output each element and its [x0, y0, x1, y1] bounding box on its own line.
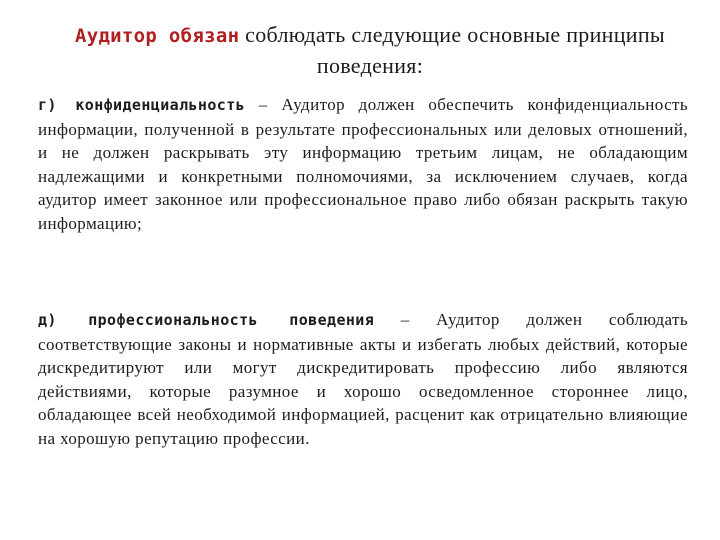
paragraph-professionalism-heading: д) профессиональность поведения [38, 311, 375, 329]
paragraph-confidentiality-heading: г) конфиденциальность [38, 96, 246, 114]
paragraph-confidentiality [38, 93, 688, 235]
title-accent: Аудитор обязан [74, 25, 240, 47]
slide-title [40, 20, 700, 81]
paragraph-professionalism-body: – Аудитор должен соблюдать соответствующие законы и нормативные акты и избегать любых действий, которые дискредитируют или могут дискредитировать профессию либо являются действиями, которые разумное и хорошо осведомленное стороннее лицо, обладающее всей необходимой информацией, расценит как отрицательно влияющие на хорошую репутацию профессии. [38, 310, 688, 448]
paragraph-professionalism [38, 308, 688, 450]
paragraph-confidentiality-body: – Аудитор должен обеспечить конфиденциальность информации, полученной в результате профессиональных или деловых отношений, и не должен раскрывать эту информацию третьим лицам, не обладающим надлежащими и конкретными полномочиями, за исключением случаев, когда аудитор имеет законное или профессиональное право либо обязан раскрыть такую информацию; [38, 95, 688, 233]
title-rest: соблюдать следующие основные принципы поведения: [239, 22, 666, 78]
